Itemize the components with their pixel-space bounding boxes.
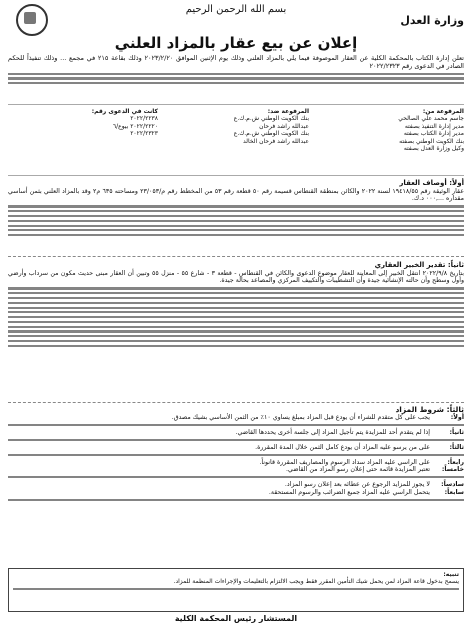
text-line: [8, 499, 464, 501]
property-description-section: [8, 180, 464, 239]
term-text: على الراسي عليه المزاد سداد الرسوم والمصاريف المقررة قانوناً.: [259, 458, 430, 466]
page-title: إعلان عن بيع عقار بالمزاد العلني: [114, 34, 358, 52]
term-label: سابعاً:: [444, 488, 464, 496]
text-line: [8, 454, 464, 456]
defendants-list: بنك الكويت الوطني ش.م.ك.ع عبدالله راشد فرحان بنك الكويت الوطني ش.م.ك.ع عبدالله راشد فرحان الخالد: [233, 115, 309, 145]
case-numbers-title: كانت في الدعوى رقم:: [91, 108, 158, 115]
term-item: [8, 489, 464, 497]
text-line: [8, 73, 464, 75]
term-label: رابعاً:: [447, 458, 464, 466]
section-text: عقار الوثيقة رقم ١٩٤١٨/٥٥ لسنة ٢٠٢٢ والكائن بمنطقة القنطاس قسيمة رقم ٥٠ قطعة رقم ٥٣ من المخطط رقم م/٢٣/٠٥٣ ومساحته ٦٣٥ م٢ وقد بالمزاد العلني بثمن أساسي مقداره ...,٠٠٠ د.ك.: [8, 187, 464, 203]
text-line: [8, 220, 464, 222]
expert-report-section: [8, 262, 464, 350]
text-line: [8, 424, 464, 426]
term-label: سادساً:: [441, 481, 464, 489]
text-line: [8, 345, 464, 347]
text-line: [8, 205, 464, 207]
term-item: [8, 414, 464, 422]
term-text: تعتبر المزايدة قائمة حتى إعلان رسو المزاد من القاضي.: [285, 466, 430, 474]
text-line: [8, 307, 464, 309]
text-line: [8, 215, 464, 217]
divider: [8, 256, 464, 257]
case-numbers-list: ٢٠٢٢/٢٢٣٨ ٢٠٢٢/٢٢٢٠ بيوع/٦ ٢٠٢٢/٢٣٢٣: [112, 115, 158, 138]
text-line: [8, 476, 464, 478]
text-line: [8, 225, 464, 227]
term-text: إذا لم يتقدم أحد للمزايدة يتم تأجيل المزاد إلى جلسة أخرى يحددها القاضي.: [235, 428, 430, 436]
term-text: يجب على كل متقدم للشراء أن يودع قبل المزاد بمبلغ يساوي ١٠٪ من الثمن الأساسي بشيك مصدق.: [171, 413, 430, 421]
notice-box: [8, 568, 464, 612]
plaintiffs-title: المرفوعة من:: [422, 108, 464, 115]
section-text: بتاريخ ٢٠٢٢/٩/٨ انتقل الخبير إلى المعاينة للعقار موضوع الدعوى والكائن في القنطاس - قطعة ٣ - شارع ٥٥ - منزل ٥٥ وتبين أن العقار مبنى حديث مكون من سرداب وأرضي وأول وسطح وأن حالته الإنشائية جيدة وأن التشطيبات والتكييف المركزي والمصاعد بحالة جيدة.: [8, 269, 464, 285]
defendants-title: المرفوعة ضد:: [267, 108, 309, 115]
plaintiffs-column: [314, 108, 464, 152]
text-line: [8, 229, 464, 231]
term-item: [8, 466, 464, 474]
basmala: بسم الله الرحمن الرحيم: [185, 4, 287, 15]
intro-paragraph: [8, 54, 464, 87]
text-line: [8, 340, 464, 342]
term-label: ثانياً:: [449, 428, 464, 436]
parties-table: [8, 104, 464, 176]
text-line: [8, 302, 464, 304]
text-line: [8, 330, 464, 332]
section-heading: ثانياً: تقدير الخبير العقاري: [374, 261, 464, 269]
text-line: [8, 321, 464, 323]
auction-terms-section: [8, 406, 464, 504]
text-line: [8, 292, 464, 294]
text-line: [8, 297, 464, 299]
term-item: [8, 481, 464, 489]
text-line: [8, 234, 464, 236]
section-heading: أولاً: أوصاف العقار: [399, 179, 464, 187]
term-item: [8, 429, 464, 437]
text-line: [8, 77, 464, 79]
term-item: [8, 459, 464, 467]
term-text: على من يرسو عليه المزاد أن يودع كامل الثمن خلال المدة المقررة.: [255, 443, 430, 451]
divider: [8, 402, 464, 403]
text-line: [8, 326, 464, 328]
term-label: خامساً:: [441, 466, 464, 474]
ministry-name: وزارة العدل: [400, 14, 464, 27]
notice-title: تنبيه:: [443, 571, 459, 578]
text-line: [8, 335, 464, 337]
text-line: [8, 439, 464, 441]
text-line: [8, 210, 464, 212]
term-label: أولاً:: [450, 413, 464, 421]
term-text: لا يجوز للمزايد الرجوع عن عطائه بعد إعلان رسو المزاد.: [284, 481, 430, 489]
case-numbers-column: [8, 108, 158, 138]
signature: المستشار رئيس المحكمة الكلية: [174, 614, 298, 623]
defendants-column: [169, 108, 309, 145]
term-item: [8, 444, 464, 452]
text-line: [8, 287, 464, 289]
notice-text: يسمح بدخول قاعة المزاد لمن يحمل شيك التأمين المقرر فقط ويجب الالتزام بالتعليمات والإجراءات المنظمة للمزاد.: [173, 578, 459, 585]
term-text: يتحمل الراسي عليه المزاد جميع الضرائب والرسوم المستحقة.: [268, 488, 430, 496]
text-line: [8, 311, 464, 313]
term-label: ثالثاً:: [449, 443, 464, 451]
text-line: [8, 316, 464, 318]
text-line: [13, 588, 459, 590]
terms-heading: ثالثاً: شروط المزاد: [395, 405, 464, 414]
intro-text: تعلن إدارة الكتاب بالمحكمة الكلية عن العقار الموصوفة فيما يلي بالمزاد العلني وذلك يوم الإثنين الموافق ٢٠٢٣/٢/٢٠ وذلك بقاعة ٢١٥ في مجمع ... وذلك تنفيذاً للحكم الصادر في الدعوى رقم ٢٠٢٢/٢٣٢٣: [8, 54, 464, 70]
plaintiffs-list: جاسم محمد علي الصالحي مدير إدارة التنفيذ بصفته مدير إدارة الكتاب بصفته بنك الكويت الوطني بصفته وكيل وزارة العدل بصفته: [398, 115, 464, 153]
text-line: [8, 82, 464, 84]
